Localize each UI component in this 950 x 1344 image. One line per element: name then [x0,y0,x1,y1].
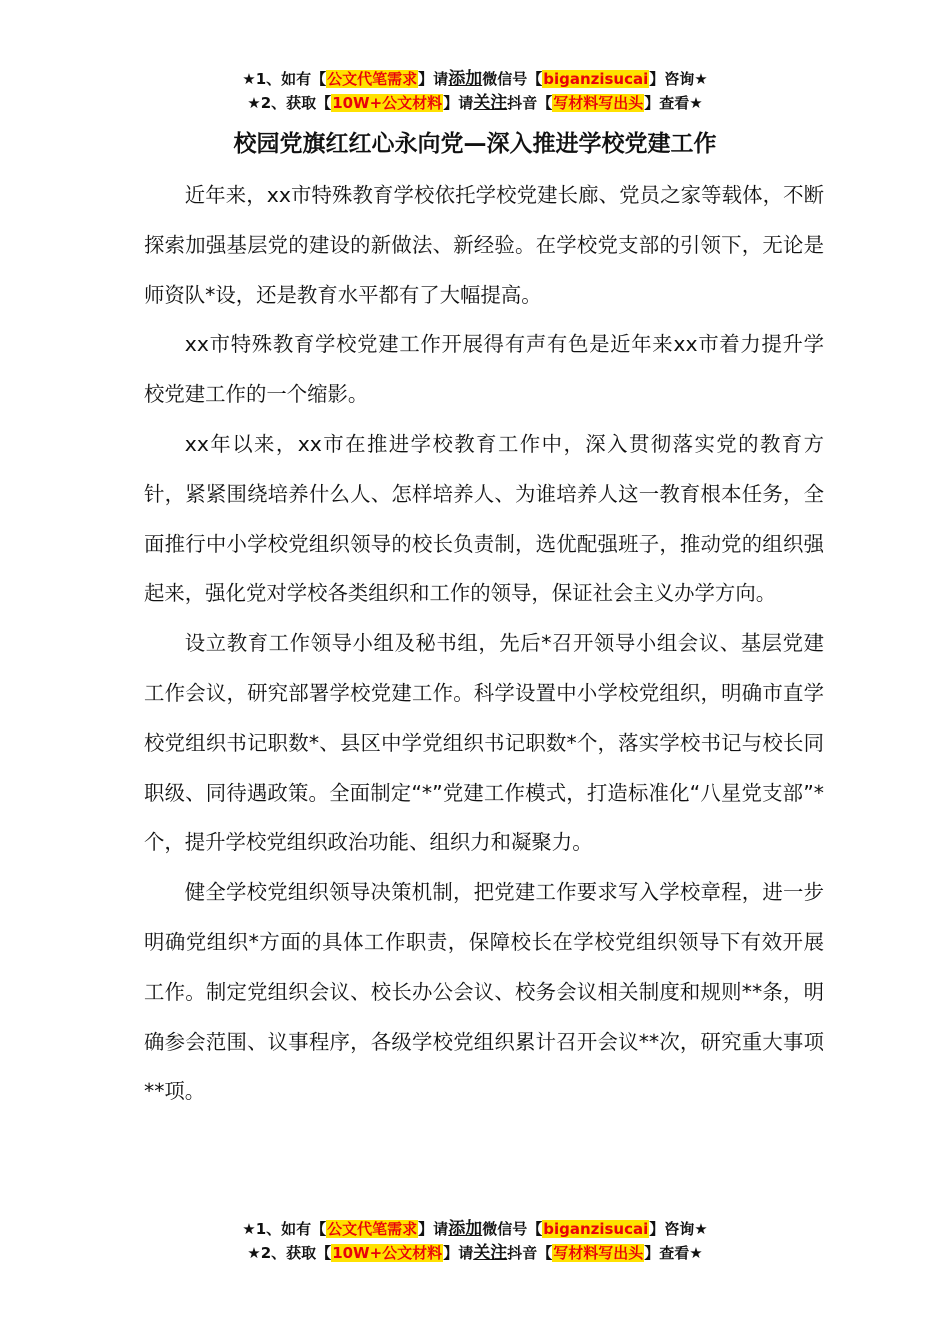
promo-highlight: 公文代笔需求 [327,1220,418,1238]
document-body [144,171,824,1117]
promo-text: ★2、获取【 [247,94,332,112]
promo-text: 微信号【 [482,70,543,88]
promo-text: 抖音【 [507,94,553,112]
document-title: 校园党旗红红心永向党—深入推进学校党建工作 [233,131,717,157]
promo-highlight: biganzisucai [543,70,649,88]
promo-text: 微信号【 [482,1220,543,1238]
promo-text: ★2、获取【 [247,1244,332,1262]
promo-line-2 [0,1241,950,1265]
promo-line-1 [0,1217,950,1241]
promo-emphasis: 添加 [448,1219,483,1239]
promo-text: 】查看★ [644,1244,703,1262]
promo-highlight: 10W+公文材料 [332,1244,443,1262]
promo-highlight: 公文代笔需求 [327,70,418,88]
promo-line-2 [0,91,950,115]
promo-text: 】咨询★ [649,1220,708,1238]
promo-emphasis: 关注 [473,93,508,113]
promo-text: 抖音【 [507,1244,553,1262]
paragraph: 设立教育工作领导小组及秘书组，先后*召开领导小组会议、基层党建工作会议，研究部署学校党建工作。科学设置中小学校党组织，明确市直学校党组织书记职数*、县区中学党组织书记职数*个，落实学校书记与校长同职级、同待遇政策。全面制定“*”党建工作模式，打造标准化“八星党支部”*个，提升学校党组织政治功能、组织力和凝聚力。 [144,631,824,855]
promo-highlight: 10W+公文材料 [332,94,443,112]
promo-emphasis: 关注 [473,1243,508,1263]
promo-text: ★1、如有【 [242,1220,327,1238]
promo-text: 】请 [418,70,449,88]
promo-text: 】请 [443,1244,474,1262]
promo-text: 】请 [443,94,474,112]
promo-highlight: biganzisucai [543,1220,649,1238]
paragraph: 健全学校党组织领导决策机制，把党建工作要求写入学校章程，进一步明确党组织*方面的具体工作职责，保障校长在学校党组织领导下有效开展工作。制定党组织会议、校长办公会议、校务会议相关制度和规则**条，明确参会范围、议事程序，各级学校党组织累计召开会议**次，研究重大事项**项。 [144,880,824,1104]
paragraph: 近年来，xx市特殊教育学校依托学校党建长廊、党员之家等载体，不断探索加强基层党的建设的新做法、新经验。在学校党支部的引领下，无论是师资队*设，还是教育水平都有了大幅提高。 [144,183,824,307]
promo-line-1 [0,67,950,91]
promo-highlight: 写材料写出头 [553,94,644,112]
promo-text: 】咨询★ [649,70,708,88]
promo-text: 】请 [418,1220,449,1238]
promo-text: 】查看★ [644,94,703,112]
promo-text: ★1、如有【 [242,70,327,88]
promo-banner-top [0,67,950,115]
paragraph: xx年以来，xx市在推进学校教育工作中，深入贯彻落实党的教育方针，紧紧围绕培养什么人、怎样培养人、为谁培养人这一教育根本任务，全面推行中小学校党组织领导的校长负责制，选优配强班子，推动党的组织强起来，强化党对学校各类组织和工作的领导，保证社会主义办学方向。 [144,431,824,606]
paragraph: xx市特殊教育学校党建工作开展得有声有色是近年来xx市着力提升学校党建工作的一个缩影。 [144,332,824,407]
promo-highlight: 写材料写出头 [553,1244,644,1262]
promo-emphasis: 添加 [448,69,483,89]
promo-banner-bottom [0,1217,950,1265]
